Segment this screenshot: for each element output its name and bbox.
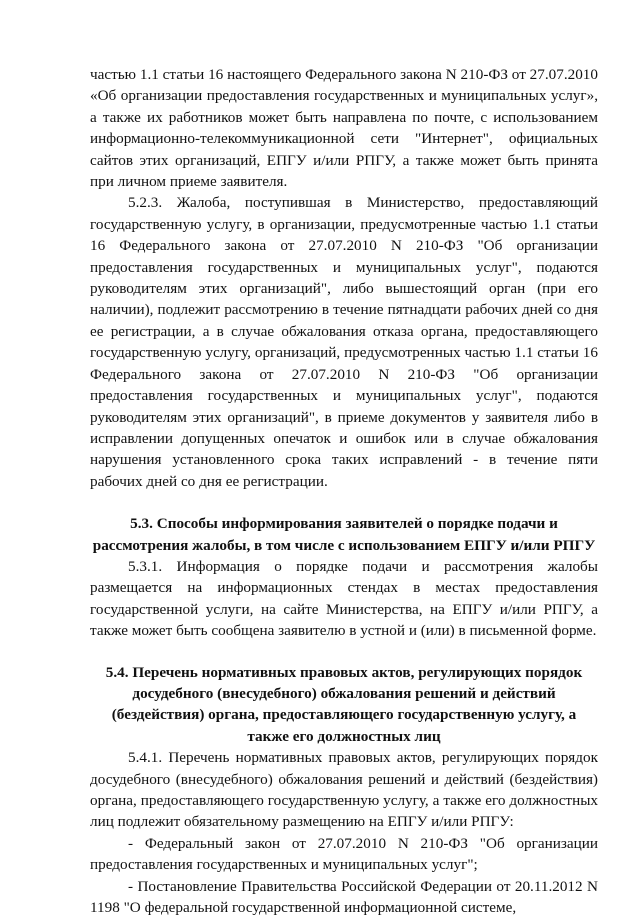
paragraph-5-3-1: 5.3.1. Информация о порядке подачи и рассмотрения жалобы размещается на информационных стендах в местах предоставления государственной услуги, на сайте Министерства, на ЕПГУ и/или РПГУ, а также может быть сообщена заявителю в устной и (или) в письменной форме. xyxy=(90,557,598,640)
paragraph-continuation: частью 1.1 статьи 16 настоящего Федерального закона N 210-ФЗ от 27.07.2010 «Об организации предоставления государственных и муниципальных услуг», а также их работников может быть направлена по почте, с использованием информационно-телекоммуникационной сети "Интернет", официальных сайтов этих организаций, ЕПГУ и/или РПГУ, а также может быть принята при личном приеме заявителя. xyxy=(90,66,598,191)
list-item-federal-law: - Федеральный закон от 27.07.2010 N 210-ФЗ "Об организации предоставления государственных и муниципальных услуг"; xyxy=(90,834,598,874)
document-page xyxy=(90,64,598,918)
heading-5-4: 5.4. Перечень нормативных правовых актов, регулирующих порядок досудебного (внесудебного) обжалования решений и действий (бездействия) органа, предоставляющего государственную услугу, а также его должностных лиц xyxy=(105,663,583,745)
paragraph-5-2-3: 5.2.3. Жалоба, поступившая в Министерство, предоставляющий государственную услугу, в организации, предусмотренные частью 1.1 статьи 16 Федерального закона от 27.07.2010 N 210-ФЗ "Об организации предоставления государственных и муниципальных услуг", подаются руководителям этих организаций", либо вышестоящий орган (при его наличии), подлежит рассмотрению в течение пятнадцати рабочих дней со дня ее регистрации, а в случае обжалования отказа органа, предоставляющего государственную услугу, организаций, предусмотренных частью 1.1 статьи 16 Федерального закона от 27.07.2010 N 210-ФЗ "Об организации предоставления государственных и муниципальных услуг", подаются руководителям этих организаций", в приеме документов у заявителя либо в исправлении допущенных опечаток и ошибок или в случае обжалования нарушения установленного срока таких исправлений - в течение пяти рабочих дней со дня ее регистрации. xyxy=(90,194,598,490)
list-item-government-decree: - Постановление Правительства Российской Федерации от 20.11.2012 N 1198 "О федеральной государственной информационной системе, xyxy=(90,877,598,917)
heading-5-3: 5.3. Способы информирования заявителей о порядке подачи и рассмотрения жалобы, в том числе с использованием ЕПГУ и/или РПГУ xyxy=(92,515,596,554)
paragraph-5-4-1: 5.4.1. Перечень нормативных правовых актов, регулирующих порядок досудебного (внесудебного) обжалования решений и действий (бездействия) органа, предоставляющего государственную услугу, а также его должностных лиц подлежит обязательному размещению на ЕПГУ и/или РПГУ: xyxy=(90,749,598,831)
